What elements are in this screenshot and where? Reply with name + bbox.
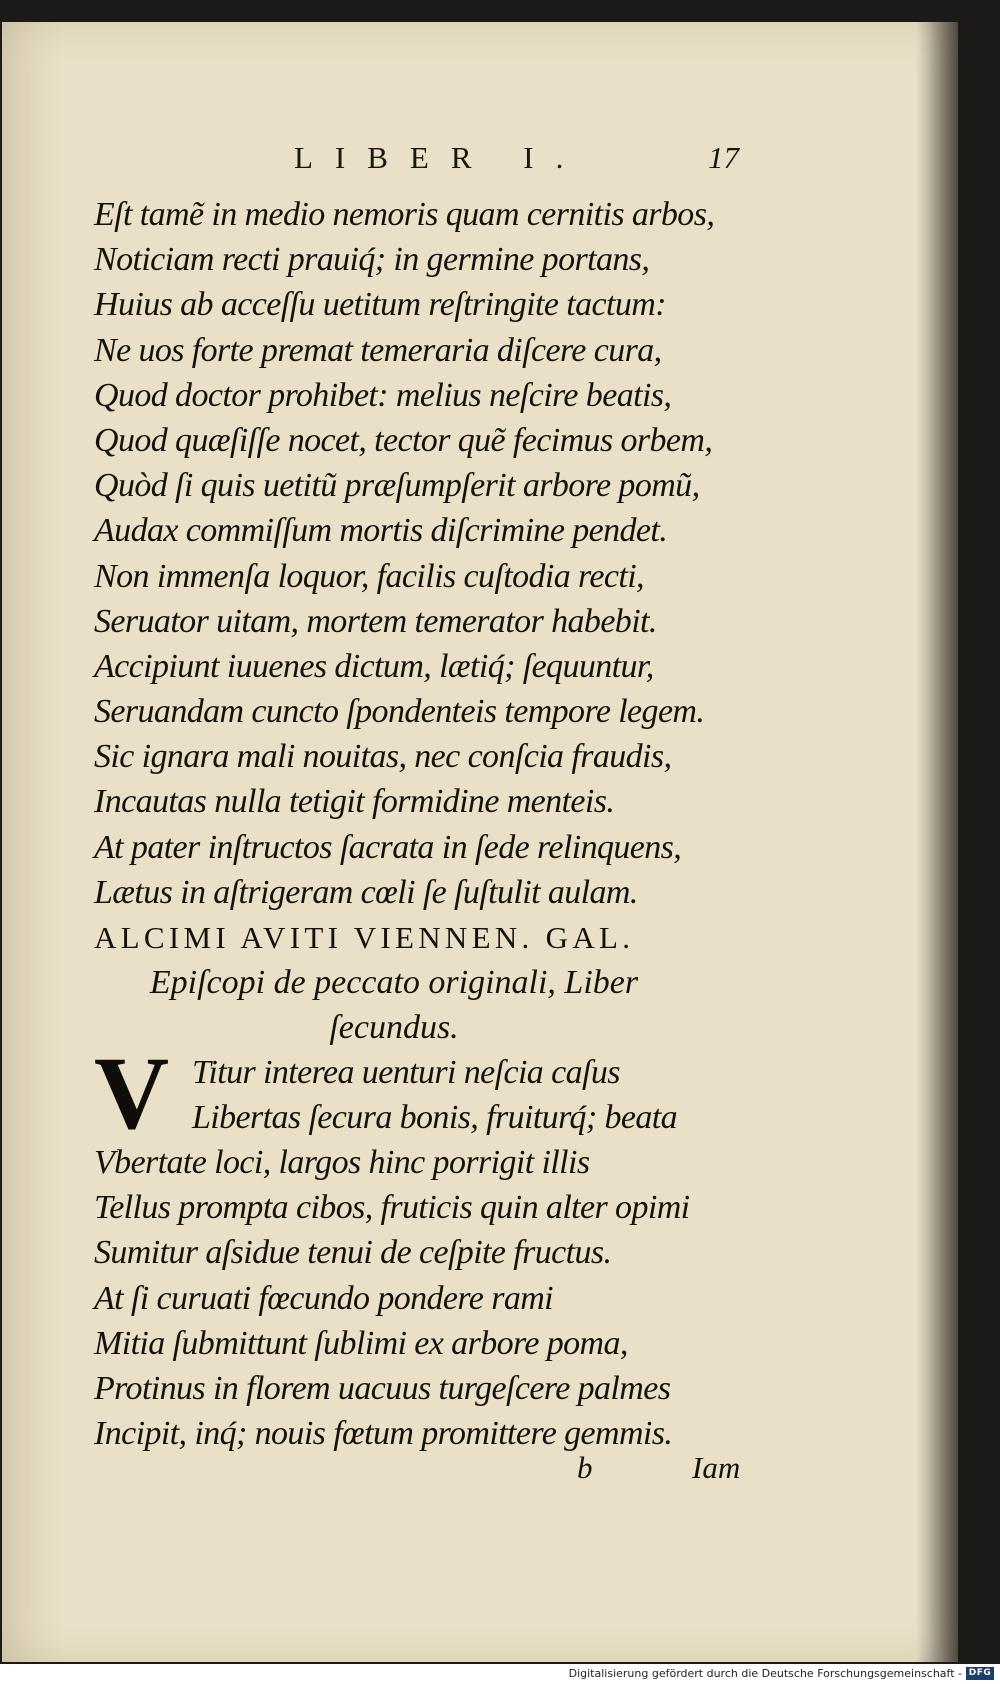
book-page (2, 22, 958, 1662)
digitization-footer (0, 1664, 1000, 1684)
verse-line: Accipiunt iuuenes dictum, lætiq́; ſequuntur, (94, 647, 654, 685)
opening-verses (94, 1036, 774, 1151)
verse-group-before-heading (94, 192, 774, 915)
verse-line: Mitia ſubmittunt ſublimi ex arbore poma, (94, 1324, 628, 1362)
verse-line: Audax commiſſum mortis diſcrimine pendet. (94, 512, 668, 550)
verse-line: Noticiam recti prauiq́; in germine portans, (94, 241, 650, 279)
drop-cap-initial: V (94, 1036, 170, 1151)
verse-group-after-opening (94, 1140, 774, 1456)
page-edge-shadow (916, 22, 958, 1662)
verse-line: Eſt tamẽ in medio nemoris quam cernitis arbos, (94, 196, 715, 233)
verse-line: Seruandam cuncto ſpondenteis tempore legem. (94, 693, 705, 731)
catchword: Iam (692, 1450, 741, 1485)
book-heading-author: ALCIMI AVITI VIENNEN. GAL. (94, 920, 635, 955)
verse-line: Seruator uitam, mortem temerator habebit. (94, 602, 657, 640)
verse-line: Libertas ſecura bonis, fruiturq́; beata (192, 1099, 677, 1136)
verse-line: Non immenſa loquor, facilis cuſtodia recti, (94, 557, 644, 595)
verse-line: Vbertate loci, largos hinc porrigit illis (94, 1144, 590, 1181)
verse-line: Quòd ſi quis uetitũ præſumpſerit arbore pomũ, (94, 467, 700, 505)
verse-line: Quod doctor prohibet: melius neſcire beatis, (94, 376, 672, 414)
book-heading (94, 915, 774, 1050)
page-number: 17 (708, 140, 739, 175)
signature-mark: b (577, 1450, 593, 1485)
running-head: LIBER I. (294, 140, 586, 175)
verse-line: Protinus in florem uacuus turgeſcere palmes (94, 1369, 671, 1407)
verse-line: Titur interea uenturi neſcia caſus (192, 1054, 620, 1091)
book-heading-title: Epiſcopi de peccato originali, Liber (149, 964, 639, 1001)
verse-line: At pater inſtructos ſacrata in ſede relinquens, (94, 828, 682, 866)
dfg-logo: DFG (966, 1667, 994, 1680)
verse-line: Incipit, inq́; nouis fœtum promittere gemmis. (94, 1415, 673, 1453)
verse-line: Quod quæſiſſe nocet, tector quẽ fecimus orbem, (94, 421, 713, 459)
verse-line: Sic ignara mali nouitas, nec conſcia fraudis, (94, 738, 672, 776)
verse-line: Incautas nulla tetigit formidine menteis. (94, 783, 615, 821)
page-header (2, 140, 958, 180)
book-heading-title-continued: ſecundus. (329, 1009, 459, 1046)
funding-credit: Digitalisierung gefördert durch die Deutsche Forschungsgemeinschaft - (568, 1667, 962, 1680)
verse-text-block (94, 192, 774, 1456)
page-foot (2, 1450, 958, 1490)
verse-line: Huius ab acceſſu uetitum reſtringite tactum: (94, 286, 666, 324)
verse-line: Ne uos forte premat temeraria diſcere cura, (94, 331, 662, 369)
verse-line: Lætus in aſtrigeram cœli ſe ſuſtulit aulam. (94, 873, 638, 911)
verse-line: At ſi curuati fœcundo pondere rami (94, 1279, 554, 1317)
verse-line: Tellus prompta cibos, fruticis quin alter opimi (94, 1189, 690, 1227)
verse-line: Sumitur aſsidue tenui de ceſpite fructus. (94, 1234, 612, 1272)
